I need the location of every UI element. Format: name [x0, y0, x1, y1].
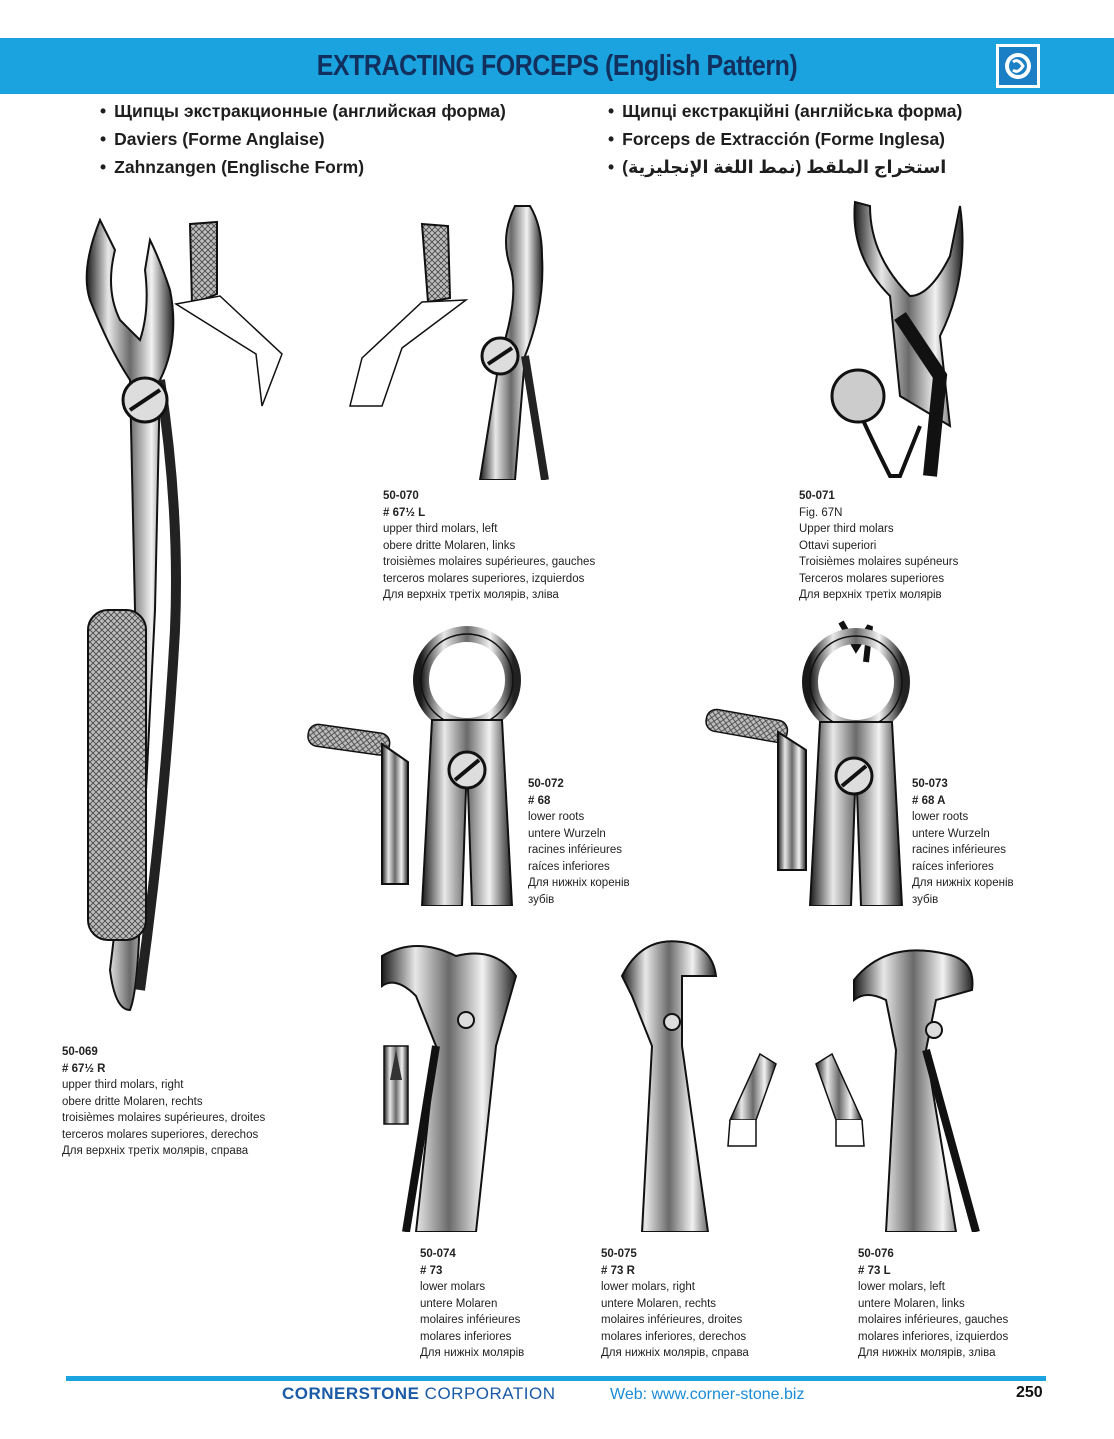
- product-code: 50-069: [62, 1046, 98, 1058]
- product-caption-50-076: [858, 1246, 1008, 1362]
- product-model: # 68 A: [912, 794, 946, 807]
- product-description-line: Ottavi superiori: [799, 539, 877, 552]
- product-description-line: molares inferiores: [420, 1330, 512, 1343]
- product-description-line: raíces inferiores: [528, 860, 610, 873]
- page-number: 250: [1016, 1384, 1043, 1401]
- product-code: 50-070: [383, 490, 419, 502]
- product-caption-50-070: [383, 488, 595, 604]
- product-code: 50-073: [912, 778, 948, 790]
- product-description-line: Для нижніх молярів, справа: [601, 1347, 749, 1359]
- product-description-line: Terceros molares superiores: [799, 572, 945, 585]
- product-model: # 67½ R: [62, 1062, 106, 1075]
- product-description-line: lower molars, right: [601, 1281, 695, 1293]
- product-description-line: terceros molares superiores, izquierdos: [383, 572, 585, 585]
- footer-rule: [66, 1376, 1046, 1381]
- product-description-line: lower roots: [528, 811, 585, 823]
- product-description-line: Для нижніх коренів: [912, 877, 1014, 889]
- product-description-line: Для верхніх третіх молярів, справа: [62, 1145, 249, 1157]
- brand-name: CORNERSTONE: [282, 1384, 420, 1403]
- language-item: • Щипцы экстракционные (английская форма): [100, 97, 506, 125]
- product-description-line: upper third molars, right: [62, 1079, 184, 1091]
- language-item: • Zahnzangen (Englische Form): [100, 153, 506, 181]
- forceps-50-075-image: [612, 936, 722, 1232]
- forceps-50-074-image: [376, 936, 526, 1232]
- forceps-50-072-image: [412, 620, 522, 906]
- language-item: • Daviers (Forme Anglaise): [100, 125, 506, 153]
- product-code: 50-072: [528, 778, 564, 790]
- brand-suffix: CORPORATION: [424, 1384, 556, 1403]
- product-description-line: Для верхніх третіх молярів, зліва: [383, 589, 559, 601]
- product-description-line: зубів: [912, 893, 939, 906]
- product-model: # 73 R: [601, 1264, 635, 1277]
- product-description-line: untere Molaren: [420, 1297, 498, 1310]
- product-caption-50-069: [62, 1044, 265, 1160]
- product-description-line: molaires inférieures: [420, 1314, 521, 1326]
- product-description-line: molares inferiores, izquierdos: [858, 1330, 1009, 1343]
- product-model: # 68: [528, 794, 551, 807]
- product-description-line: lower molars, left: [858, 1281, 945, 1293]
- product-description-line: terceros molares superiores, derechos: [62, 1128, 259, 1141]
- product-description-line: troisièmes molaires supérieures, droites: [62, 1112, 266, 1124]
- product-model: # 73 L: [858, 1264, 891, 1277]
- product-description-line: untere Wurzeln: [528, 827, 606, 840]
- forceps-50-076-image: [846, 940, 996, 1232]
- product-model: Fig. 67N: [799, 506, 843, 519]
- forceps-50-071-image: [830, 196, 980, 480]
- product-description-line: raíces inferiores: [912, 860, 994, 873]
- product-description-line: Troisièmes molaires supéneurs: [799, 556, 959, 568]
- product-description-line: upper third molars, left: [383, 523, 498, 535]
- language-item: • Forceps de Extracción (Forme Inglesa): [608, 125, 962, 153]
- forceps-50-073-image: [796, 612, 916, 906]
- product-model: # 73: [420, 1264, 443, 1277]
- beak-detail-50-072-image: [304, 716, 424, 886]
- product-description-line: molares inferiores, derechos: [601, 1330, 747, 1343]
- product-caption-50-075: [601, 1246, 749, 1362]
- product-caption-50-072: [528, 776, 630, 908]
- language-list-left: [100, 97, 506, 181]
- footer-brand: [282, 1384, 555, 1404]
- beak-detail-right-image: [342, 218, 472, 408]
- language-list-right: [608, 97, 962, 181]
- product-description-line: obere dritte Molaren, links: [383, 539, 516, 552]
- product-description-line: racines inférieures: [912, 844, 1006, 856]
- product-description-line: untere Molaren, links: [858, 1297, 965, 1310]
- product-description-line: Для верхніх третіх молярів: [799, 589, 942, 601]
- product-description-line: lower roots: [912, 811, 969, 823]
- beak-detail-left-image: [172, 214, 292, 408]
- product-description-line: Для нижніх молярів, зліва: [858, 1347, 996, 1359]
- product-caption-50-071: [799, 488, 958, 604]
- language-item-arabic: • استخراج الملقط (نمط اللغة الإنجليزية): [608, 153, 962, 181]
- product-description-line: зубів: [528, 893, 555, 906]
- product-description-line: Upper third molars: [799, 523, 894, 535]
- product-description-line: molaires inférieures, droites: [601, 1314, 743, 1326]
- product-caption-50-074: [420, 1246, 524, 1362]
- page-title: EXTRACTING FORCEPS (English Pattern): [316, 50, 798, 82]
- product-model: # 67½ L: [383, 506, 426, 519]
- product-description-line: Для нижніх коренів: [528, 877, 630, 889]
- beak-detail-50-075-image: [720, 1050, 780, 1150]
- forceps-50-070-image: [470, 196, 560, 480]
- product-description-line: untere Wurzeln: [912, 827, 990, 840]
- language-item: • Щипці екстракційні (англійська форма): [608, 97, 962, 125]
- product-code: 50-075: [601, 1248, 637, 1260]
- product-description-line: obere dritte Molaren, rechts: [62, 1095, 203, 1108]
- product-description-line: untere Molaren, rechts: [601, 1297, 717, 1310]
- product-description-line: Для нижніх молярів: [420, 1347, 525, 1359]
- product-description-line: troisièmes molaires supérieures, gauches: [383, 556, 596, 568]
- product-code: 50-076: [858, 1248, 894, 1260]
- product-description-line: lower molars: [420, 1281, 486, 1293]
- product-description-line: molaires inférieures, gauches: [858, 1314, 1009, 1326]
- product-description-line: racines inférieures: [528, 844, 622, 856]
- product-code: 50-074: [420, 1248, 456, 1260]
- cornerstone-logo-icon: [996, 44, 1040, 88]
- website-link[interactable]: Web: www.corner-stone.biz: [610, 1386, 805, 1403]
- product-code: 50-071: [799, 490, 835, 502]
- product-caption-50-073: [912, 776, 1014, 908]
